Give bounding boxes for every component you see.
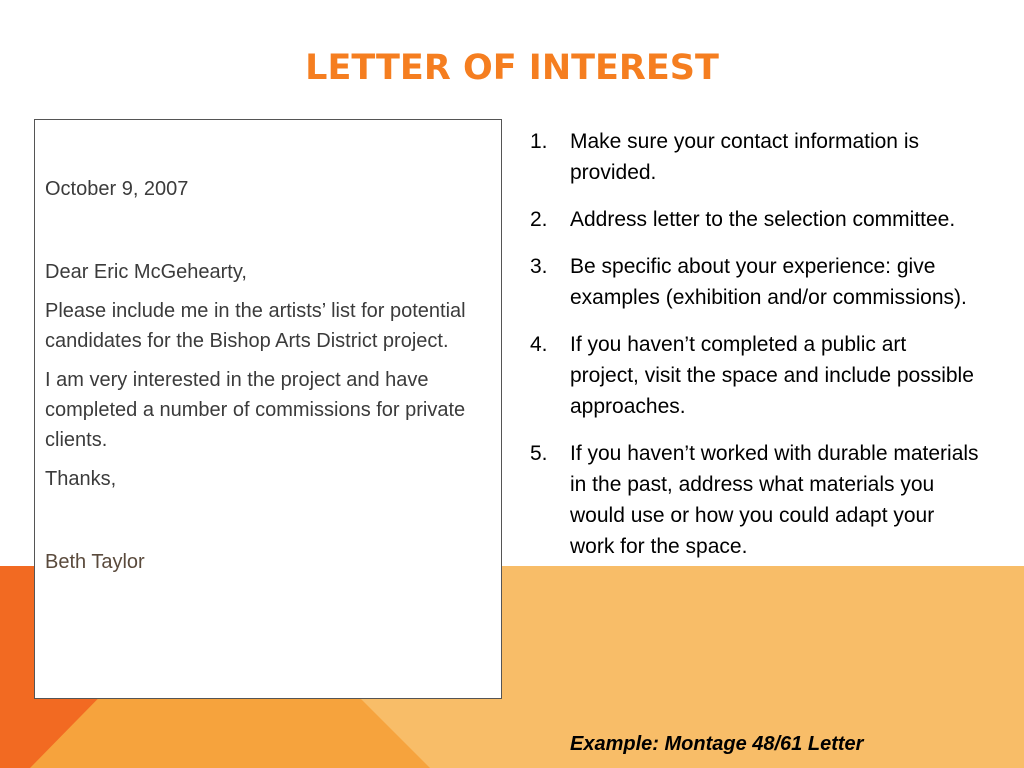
list-item-text: Address letter to the selection committee. [570, 208, 956, 231]
list-item [530, 204, 980, 235]
list-item-number: 4. [530, 333, 548, 356]
slide-title: LETTER OF INTEREST [305, 48, 719, 88]
letter-date: October 9, 2007 [45, 178, 189, 200]
letter-paragraph: I am very interested in the project and have completed a number of commissions for private clients. [45, 369, 466, 451]
sample-letter [34, 119, 502, 699]
letter-greeting: Dear Eric McGehearty, [45, 261, 247, 283]
list-item [530, 251, 980, 313]
list-item-number: 3. [530, 255, 548, 278]
steps-list [530, 126, 980, 578]
list-item-text: Be specific about your experience: give examples (exhibition and/or commissions). [570, 255, 967, 309]
list-item [530, 329, 980, 422]
list-item-text: If you haven’t completed a public art project, visit the space and include possible approaches. [570, 333, 974, 418]
letter-closing: Thanks, [45, 468, 117, 490]
list-item [530, 126, 980, 188]
example-caption: Example: Montage 48/61 Letter [570, 733, 864, 755]
letter-paragraph: Please include me in the artists’ list for potential candidates for the Bishop Arts District project. [45, 300, 466, 352]
list-item-number: 1. [530, 130, 548, 153]
list-item-text: Make sure your contact information is provided. [570, 130, 919, 184]
list-item-number: 2. [530, 208, 548, 231]
list-item-text: If you haven’t worked with durable materials in the past, address what materials you would use or how you could adapt your work for the space. [570, 442, 979, 558]
letter-signature: Beth Taylor [45, 551, 145, 573]
list-item [530, 438, 980, 562]
list-item-number: 5. [530, 442, 548, 465]
